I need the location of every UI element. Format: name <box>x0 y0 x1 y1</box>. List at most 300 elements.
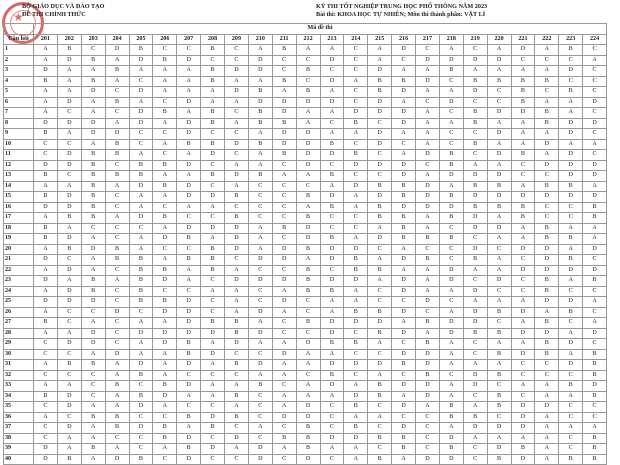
answer-cell: A <box>439 118 463 129</box>
answer-cell: A <box>583 297 607 308</box>
answer-cell: C <box>105 318 129 329</box>
answer-cell: C <box>535 360 559 371</box>
answer-cell: B <box>559 381 583 392</box>
answer-cell: B <box>153 213 177 224</box>
answer-cell: B <box>463 255 487 266</box>
answer-cell: B <box>248 381 272 392</box>
answer-cell: D <box>559 339 583 350</box>
answer-cell: C <box>583 45 607 56</box>
answer-cell: D <box>392 286 416 297</box>
answer-cell: D <box>535 328 559 339</box>
answer-cell: C <box>177 286 201 297</box>
answer-cell: B <box>81 76 105 87</box>
answer-cell: D <box>535 192 559 203</box>
answer-cell: C <box>535 202 559 213</box>
exam-code-header: 223 <box>559 34 583 45</box>
answer-cell: A <box>583 181 607 192</box>
answer-cell: C <box>487 286 511 297</box>
answer-cell: D <box>320 150 344 161</box>
table-row <box>4 234 607 245</box>
answer-cell: A <box>368 223 392 234</box>
answer-cell: B <box>296 192 320 203</box>
answer-cell: A <box>57 181 81 192</box>
question-number: 28 <box>4 328 34 339</box>
answer-cell: C <box>272 213 296 224</box>
table-row <box>4 339 607 350</box>
answer-cell: C <box>34 139 58 150</box>
answer-cell: D <box>225 234 249 245</box>
table-row <box>4 97 607 108</box>
answer-cell: A <box>105 402 129 413</box>
answer-cell: B <box>511 444 535 455</box>
answer-cell: A <box>511 339 535 350</box>
answer-cell: C <box>320 454 344 465</box>
answer-cell: D <box>201 328 225 339</box>
answer-cell: D <box>105 129 129 140</box>
answer-cell: A <box>296 255 320 266</box>
answer-cell: A <box>34 381 58 392</box>
table-row <box>4 87 607 98</box>
answer-cell: C <box>153 286 177 297</box>
answer-cell: D <box>416 76 440 87</box>
answer-cell: A <box>416 402 440 413</box>
answer-cell: A <box>344 129 368 140</box>
answer-cell: B <box>559 255 583 266</box>
answer-cell: D <box>392 45 416 56</box>
answer-cell: D <box>57 55 81 66</box>
answer-cell: A <box>153 318 177 329</box>
answer-cell: A <box>129 66 153 77</box>
answer-cell: A <box>57 223 81 234</box>
answer-cell: C <box>248 402 272 413</box>
exam-code-header: 216 <box>392 34 416 45</box>
answer-cell: A <box>487 213 511 224</box>
answer-cell: D <box>34 202 58 213</box>
answer-cell: C <box>153 129 177 140</box>
question-number: 23 <box>4 276 34 287</box>
answer-cell: A <box>34 360 58 371</box>
answer-cell: B <box>81 360 105 371</box>
answer-cell: D <box>105 349 129 360</box>
answer-cell: A <box>344 297 368 308</box>
answer-cell: D <box>153 328 177 339</box>
answer-cell: C <box>559 318 583 329</box>
answer-cell: C <box>105 234 129 245</box>
answer-cell: C <box>320 118 344 129</box>
table-row <box>4 265 607 276</box>
answer-cell: D <box>511 192 535 203</box>
answer-cell: A <box>344 381 368 392</box>
answer-cell: D <box>129 108 153 119</box>
answer-cell: D <box>416 297 440 308</box>
answer-cell: D <box>439 433 463 444</box>
answer-cell: A <box>177 202 201 213</box>
answer-cell: B <box>320 202 344 213</box>
answer-cell: C <box>463 45 487 56</box>
answer-cell: B <box>344 265 368 276</box>
answer-cell: A <box>57 66 81 77</box>
answer-cell: B <box>201 118 225 129</box>
answer-cell: A <box>511 129 535 140</box>
answer-cell: D <box>392 160 416 171</box>
answer-cell: A <box>177 171 201 182</box>
answer-cell: D <box>129 402 153 413</box>
answer-cell: B <box>583 202 607 213</box>
answer-cell: C <box>34 150 58 161</box>
answer-cell: B <box>105 66 129 77</box>
answer-cell: A <box>344 234 368 245</box>
answer-cell: A <box>368 339 392 350</box>
answer-cell: B <box>487 391 511 402</box>
answer-cell: D <box>201 444 225 455</box>
answer-cell: D <box>583 328 607 339</box>
answer-cell: B <box>463 139 487 150</box>
answer-cell: C <box>416 160 440 171</box>
answer-cell: A <box>34 286 58 297</box>
answer-cell: B <box>320 370 344 381</box>
answer-cell: A <box>487 234 511 245</box>
answer-cell: C <box>57 307 81 318</box>
table-row <box>4 76 607 87</box>
answer-cell: C <box>177 370 201 381</box>
answer-cell: D <box>105 454 129 465</box>
answer-cell: D <box>416 55 440 66</box>
answer-cell: C <box>344 171 368 182</box>
answer-cell: A <box>57 76 81 87</box>
answer-cell: A <box>272 402 296 413</box>
answer-cell: D <box>416 349 440 360</box>
answer-cell: B <box>105 255 129 266</box>
answer-cell: C <box>225 370 249 381</box>
question-number: 39 <box>4 444 34 455</box>
answer-cell: A <box>272 360 296 371</box>
table-row <box>4 286 607 297</box>
answer-cell: D <box>439 454 463 465</box>
answer-cell: B <box>129 370 153 381</box>
answer-cell: B <box>487 328 511 339</box>
answer-cell: D <box>177 223 201 234</box>
answer-cell: A <box>225 181 249 192</box>
answer-cell: B <box>487 76 511 87</box>
answer-cell: C <box>248 433 272 444</box>
answer-cell: A <box>129 318 153 329</box>
answer-cell: B <box>535 318 559 329</box>
answer-cell: C <box>81 381 105 392</box>
table-row <box>4 223 607 234</box>
answer-cell: D <box>225 87 249 98</box>
answer-cell: A <box>416 118 440 129</box>
answer-cell: A <box>463 402 487 413</box>
answer-cell: C <box>201 213 225 224</box>
answer-cell: B <box>129 391 153 402</box>
answer-cell: A <box>392 244 416 255</box>
question-number: 9 <box>4 129 34 140</box>
answer-cell: B <box>344 339 368 350</box>
answer-cell: D <box>344 244 368 255</box>
answer-cell: A <box>272 444 296 455</box>
answer-cell: D <box>320 433 344 444</box>
answer-cell: C <box>344 55 368 66</box>
answer-cell: A <box>272 370 296 381</box>
answer-cell: B <box>535 118 559 129</box>
answer-cell: B <box>368 328 392 339</box>
answer-cell: B <box>320 171 344 182</box>
answer-cell: B <box>248 139 272 150</box>
answer-cell: A <box>535 444 559 455</box>
answer-cell: D <box>177 55 201 66</box>
answer-cell: C <box>368 444 392 455</box>
answer-cell: D <box>511 265 535 276</box>
answer-cell: D <box>57 160 81 171</box>
answer-cell: C <box>392 139 416 150</box>
answer-cell: B <box>559 234 583 245</box>
exam-code-header: 219 <box>463 34 487 45</box>
answer-cell: B <box>511 213 535 224</box>
answer-cell: C <box>57 349 81 360</box>
answer-cell: B <box>201 171 225 182</box>
answer-cell: A <box>177 423 201 434</box>
answer-cell: B <box>583 276 607 287</box>
table-row <box>4 55 607 66</box>
table-row <box>4 244 607 255</box>
answer-cell: D <box>320 76 344 87</box>
answer-cell: B <box>57 45 81 56</box>
answer-cell: D <box>81 339 105 350</box>
answer-cell: A <box>177 276 201 287</box>
answer-cell: A <box>416 276 440 287</box>
answer-cell: A <box>57 444 81 455</box>
answer-cell: A <box>34 97 58 108</box>
answer-cell: B <box>177 412 201 423</box>
answer-cell: D <box>34 66 58 77</box>
answer-cell: A <box>511 66 535 77</box>
answer-cell: D <box>177 160 201 171</box>
answer-cell: A <box>81 265 105 276</box>
answer-cell: A <box>344 76 368 87</box>
answer-cell: B <box>129 160 153 171</box>
answer-cell: D <box>129 181 153 192</box>
answer-cell: D <box>368 129 392 140</box>
answer-cell: A <box>368 276 392 287</box>
answer-cell: A <box>34 108 58 119</box>
answer-cell: D <box>463 171 487 182</box>
answer-cell: B <box>34 76 58 87</box>
answer-cell: B <box>225 318 249 329</box>
answer-cell: A <box>57 433 81 444</box>
answer-cell: B <box>487 181 511 192</box>
answer-cell: A <box>416 139 440 150</box>
answer-cell: D <box>129 328 153 339</box>
answer-cell: B <box>368 381 392 392</box>
answer-cell: A <box>583 318 607 329</box>
exam-code-header: 201 <box>34 34 58 45</box>
answer-cell: A <box>225 402 249 413</box>
answer-cell: C <box>487 381 511 392</box>
answer-cell: D <box>225 223 249 234</box>
answer-cell: D <box>34 444 58 455</box>
answer-cell: B <box>439 150 463 161</box>
answer-cell: B <box>248 171 272 182</box>
answer-cell: B <box>511 202 535 213</box>
answer-cell: B <box>296 286 320 297</box>
answer-cell: C <box>225 108 249 119</box>
answer-cell: B <box>439 213 463 224</box>
table-row <box>4 328 607 339</box>
answer-cell: D <box>368 360 392 371</box>
answer-cell: D <box>392 381 416 392</box>
question-number: 17 <box>4 213 34 224</box>
answer-cell: D <box>511 108 535 119</box>
answer-cell: C <box>34 433 58 444</box>
answer-cell: C <box>153 454 177 465</box>
answer-cell: D <box>129 360 153 371</box>
answer-cell: C <box>129 139 153 150</box>
answer-cell: D <box>416 391 440 402</box>
answer-cell: C <box>105 433 129 444</box>
answer-cell: B <box>463 412 487 423</box>
answer-cell: C <box>535 87 559 98</box>
answer-cell: A <box>105 118 129 129</box>
answer-cell: B <box>81 213 105 224</box>
answer-cell: A <box>416 213 440 224</box>
answer-cell: D <box>344 391 368 402</box>
answer-cell: D <box>177 318 201 329</box>
table-row <box>4 181 607 192</box>
official-exam-label: ĐỀ THI CHÍNH THỨC <box>22 11 86 18</box>
answer-cell: D <box>368 234 392 245</box>
answer-cell: C <box>248 202 272 213</box>
answer-cell: C <box>344 223 368 234</box>
question-number: 26 <box>4 307 34 318</box>
exam-code-header: 214 <box>344 34 368 45</box>
exam-code-header: 213 <box>320 34 344 45</box>
answer-cell: A <box>248 129 272 140</box>
answer-cell: A <box>225 265 249 276</box>
answer-cell: B <box>201 66 225 77</box>
answer-cell: A <box>153 171 177 182</box>
answer-cell: B <box>272 223 296 234</box>
answer-cell: D <box>535 139 559 150</box>
answer-cell: D <box>535 160 559 171</box>
answer-cell: C <box>248 213 272 224</box>
answer-cell: C <box>463 454 487 465</box>
answer-cell: D <box>320 381 344 392</box>
answer-cell: A <box>511 234 535 245</box>
answer-cell: A <box>34 55 58 66</box>
table-row <box>4 45 607 56</box>
answer-cell: B <box>392 213 416 224</box>
answer-cell: B <box>487 370 511 381</box>
answer-cell: A <box>320 349 344 360</box>
answer-cell: C <box>344 370 368 381</box>
answer-cell: C <box>416 433 440 444</box>
answer-cell: B <box>439 66 463 77</box>
answer-cell: C <box>129 76 153 87</box>
answer-cell: D <box>34 454 58 465</box>
answer-cell: A <box>81 423 105 434</box>
answer-cell: C <box>129 444 153 455</box>
answer-cell: C <box>81 45 105 56</box>
answer-cell: D <box>225 66 249 77</box>
table-row <box>4 297 607 308</box>
answer-cell: B <box>296 265 320 276</box>
answer-cell: B <box>81 181 105 192</box>
exam-code-header: 222 <box>535 34 559 45</box>
answer-cell: B <box>296 213 320 224</box>
answer-cell: C <box>225 423 249 434</box>
answer-cell: B <box>201 108 225 119</box>
answer-cell: D <box>416 192 440 203</box>
answer-cell: B <box>368 307 392 318</box>
answer-cell: B <box>392 360 416 371</box>
answer-cell: B <box>487 349 511 360</box>
answer-cell: D <box>57 423 81 434</box>
answer-cell: D <box>559 297 583 308</box>
answer-cell: C <box>153 150 177 161</box>
answer-cell: C <box>344 87 368 98</box>
answer-cell: C <box>296 370 320 381</box>
answer-cell: D <box>487 150 511 161</box>
answer-cell: A <box>272 87 296 98</box>
answer-cell: A <box>416 171 440 182</box>
answer-cell: A <box>559 139 583 150</box>
answer-cell: A <box>487 297 511 308</box>
answer-cell: D <box>416 181 440 192</box>
answer-cell: B <box>129 297 153 308</box>
answer-cell: B <box>225 328 249 339</box>
answer-cell: A <box>439 349 463 360</box>
answer-cell: A <box>535 129 559 140</box>
answer-cell: A <box>344 444 368 455</box>
answer-cell: C <box>559 286 583 297</box>
answer-cell: B <box>392 234 416 245</box>
answer-cell: D <box>344 181 368 192</box>
answer-cell: B <box>105 412 129 423</box>
answer-cell: A <box>559 244 583 255</box>
table-row <box>4 276 607 287</box>
answer-cell: D <box>272 412 296 423</box>
answer-cell: C <box>225 55 249 66</box>
exam-code-header: 211 <box>272 34 296 45</box>
answer-cell: B <box>57 360 81 371</box>
answer-cell: A <box>105 213 129 224</box>
answer-cell: B <box>153 297 177 308</box>
answer-cell: B <box>177 339 201 350</box>
table-row <box>4 202 607 213</box>
answer-cell: D <box>463 87 487 98</box>
answer-cell: C <box>511 391 535 402</box>
answer-cell: B <box>535 234 559 245</box>
question-number: 35 <box>4 402 34 413</box>
answer-cell: D <box>272 97 296 108</box>
answer-cell: B <box>487 202 511 213</box>
answer-cell: B <box>463 108 487 119</box>
answer-cell: B <box>439 444 463 455</box>
answer-cell: B <box>559 454 583 465</box>
answer-cell: D <box>439 265 463 276</box>
answer-cell: C <box>129 433 153 444</box>
answer-cell: A <box>296 391 320 402</box>
answer-cell: A <box>416 286 440 297</box>
answer-cell: D <box>177 454 201 465</box>
answer-cell: C <box>559 55 583 66</box>
answer-cell: C <box>487 244 511 255</box>
answer-cell: C <box>272 454 296 465</box>
answer-cell: D <box>344 318 368 329</box>
answer-cell: C <box>392 412 416 423</box>
answer-cell: A <box>320 108 344 119</box>
answer-cell: C <box>129 307 153 318</box>
